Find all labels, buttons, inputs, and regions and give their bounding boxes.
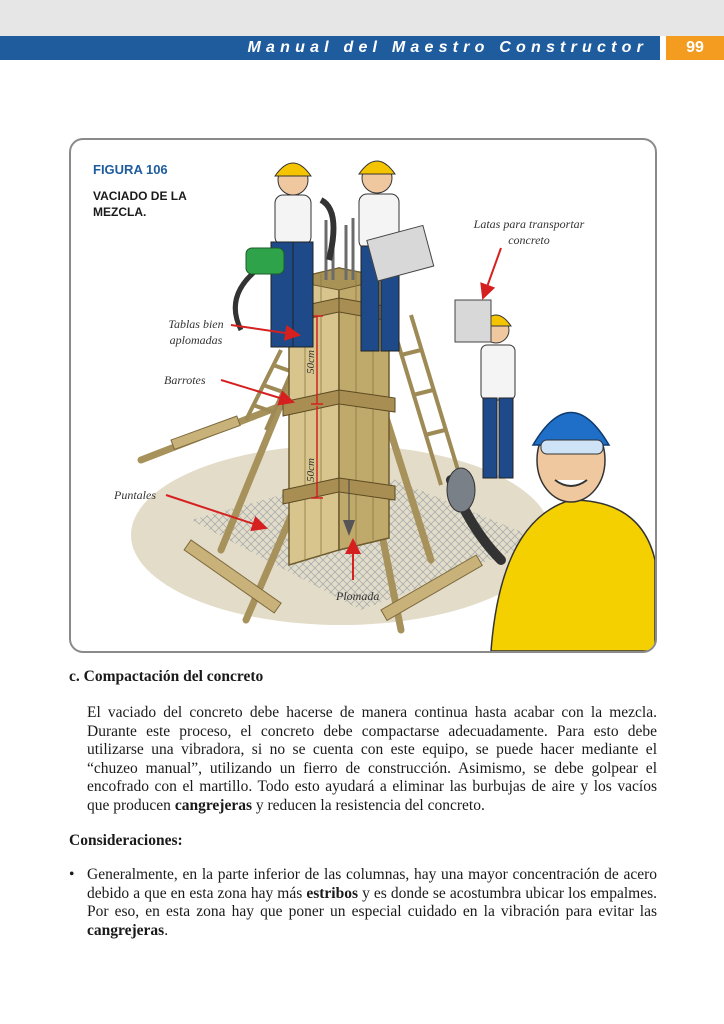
- section-title: c. Compactación del concreto: [69, 668, 264, 685]
- callout-tablas-line2: aplomadas: [169, 333, 223, 347]
- bullet-bold-2: cangrejeras: [87, 921, 165, 939]
- paragraph-text-pre: El vaciado del concreto debe hacerse de manera continua hasta acabar con la mezcla. Durante este proceso, el concreto debe compactarse adecuadamente. Para esto debe utilizarse una vibradora, si no se cuenta con este equipo, se puede hacer mediante el “chuzeo manual”, utilizando un fierro de construcción. Asimismo, se debe golpear el encofrado con el martillo. Todo esto ayudará a eliminar las burbujas de aire y los vacíos que producen: [87, 704, 657, 814]
- bullet-text-2: y es donde se acostumbra ubicar los empalmes. Por eso, en esta zona hay que poner un especial cuidado en la vibración para evitar las: [87, 884, 657, 921]
- list-item: [87, 866, 657, 940]
- worker-center: [359, 161, 434, 351]
- figure-caption: VACIADO DE LA MEZCLA.: [93, 189, 187, 219]
- considerations-heading: Consideraciones:: [69, 832, 183, 849]
- bullet-marker: •: [69, 866, 75, 883]
- top-band: [0, 0, 724, 36]
- callout-barrotes: Barrotes: [164, 373, 206, 387]
- page-number: 99: [666, 36, 724, 60]
- foreman: [447, 413, 655, 652]
- dimension-label-bottom: 50cm: [304, 458, 317, 482]
- callout-tablas-line1: Tablas bien: [168, 317, 224, 331]
- bullet-text-1: Generalmente, en la parte inferior de las columnas, hay una mayor concentración de acero debido a que en esta zona hay más: [87, 866, 657, 902]
- bullet-bold-1: estribos: [306, 884, 359, 902]
- callout-latas: [459, 216, 599, 248]
- callout-puntales: Puntales: [114, 488, 156, 502]
- page-header: [0, 36, 724, 60]
- paragraph-text-post: y reducen la resistencia del concreto.: [252, 796, 485, 814]
- bullet-text-3: .: [164, 921, 169, 939]
- paragraph-bold-term: cangrejeras: [174, 796, 252, 814]
- callout-tablas: [161, 316, 231, 348]
- callout-plomada: Plomada: [336, 589, 380, 603]
- figure-label: FIGURA 106: [93, 162, 168, 177]
- section-paragraph: [87, 704, 657, 816]
- dimension-label-top: 50cm: [304, 350, 317, 374]
- header-title: Manual del Maestro Constructor: [247, 39, 648, 56]
- callout-latas-line1: Latas para transportar: [473, 217, 585, 231]
- callout-latas-line2: concreto: [508, 233, 550, 247]
- worker-can: [455, 300, 515, 478]
- figure-box: [69, 138, 657, 653]
